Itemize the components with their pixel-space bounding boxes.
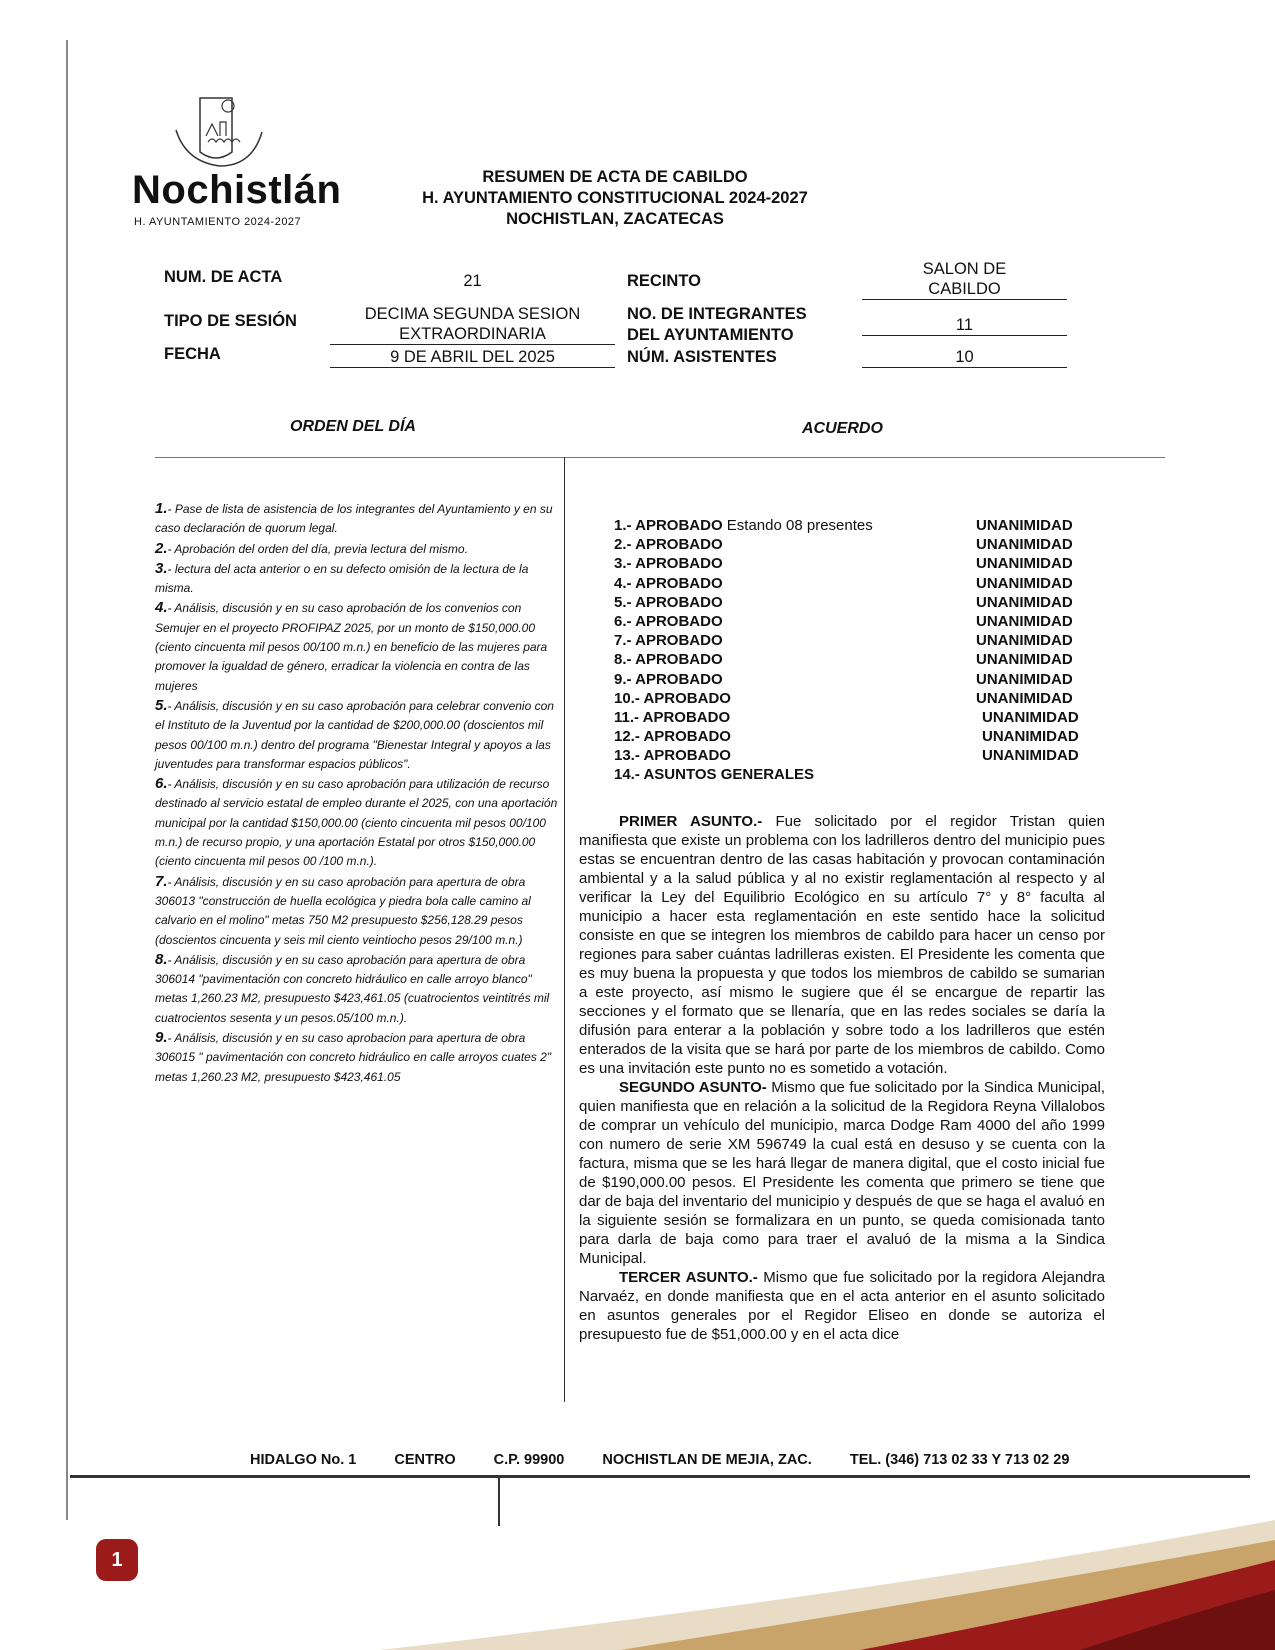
footer-tel: TEL. (346) 713 02 33 Y 713 02 29	[849, 1452, 1070, 1468]
asistentes-value: 10	[862, 348, 1067, 368]
vote-label	[614, 670, 723, 689]
logo-subtitle: H. AYUNTAMIENTO 2024-2027	[134, 216, 302, 228]
agenda-item	[155, 950, 560, 1028]
scan-edge-line	[66, 40, 68, 1520]
agenda-item-number: 3.	[155, 559, 168, 577]
vote-item: 8.- APROBADO	[614, 651, 723, 669]
agenda-item	[155, 598, 560, 695]
agenda-item	[155, 696, 560, 774]
vote-label	[614, 554, 723, 573]
agenda-item-number: 5.	[155, 696, 168, 714]
asuntos-generales-text	[579, 812, 1105, 1344]
vote-row	[614, 689, 1114, 708]
recinto-value-line-1: SALON DE	[922, 260, 1007, 278]
vote-result: UNANIMIDAD	[976, 593, 1073, 611]
vote-result: UNANIMIDAD	[976, 632, 1073, 650]
integrantes-label-line-1: NO. DE INTEGRANTES	[627, 305, 807, 323]
vote-item: 2.- APROBADO	[614, 536, 723, 554]
vote-item: 3.- APROBADO	[614, 555, 723, 573]
vote-item: 10.- APROBADO	[614, 689, 731, 707]
vote-result: UNANIMIDAD	[976, 536, 1073, 554]
vote-row	[614, 516, 1114, 535]
agenda-item-text: - Análisis, discusión y en su caso aprobación para apertura de obra 306013 "construcción de huella ecológica y piedra bola calle camino al calvario en el molino" metas 750 M2 presupuesto $256,128.29 pesos (doscientos cincuenta y seis mil ciento veintiocho pesos 29/100 m.n.)	[155, 874, 531, 947]
agenda-item-text: - Análisis, discusión y en su caso aprobación para utilización de recurso destinado al servicio estatal de empleo durante el 2025, con una aportación municipal por la cantidad $150,000.00 (ciento cincuenta mil pesos 00/100 m.n.) de recurso propio, y una aportación Estatal por otros $150,000.00 (ciento cincuenta mil pesos 00 /100 m.n.).	[155, 777, 558, 869]
vote-item: 14.- ASUNTOS GENERALES	[614, 766, 815, 784]
orden-del-dia-heading: ORDEN DEL DÍA	[290, 418, 416, 435]
vote-item: 12.- APROBADO	[614, 728, 731, 746]
asunto-paragraph	[579, 812, 1105, 1078]
vote-result: UNANIMIDAD	[976, 555, 1073, 573]
asunto-paragraph	[579, 1078, 1105, 1268]
page-number-badge: 1	[96, 1539, 138, 1581]
vote-label	[614, 593, 723, 612]
footer-area: CENTRO	[394, 1452, 456, 1468]
asunto-title: PRIMER ASUNTO.-	[619, 813, 763, 830]
recinto-value-line-2: CABILDO	[862, 279, 1067, 300]
document-header	[370, 167, 860, 230]
vote-row	[614, 631, 1114, 650]
vote-label	[614, 650, 723, 669]
vote-label	[614, 612, 723, 631]
header-line-2: H. AYUNTAMIENTO CONSTITUCIONAL 2024-2027	[422, 189, 808, 207]
vote-item: 9.- APROBADO	[614, 670, 723, 688]
vote-label	[614, 746, 731, 765]
tipo-sesion-label: TIPO DE SESIÓN	[164, 312, 297, 330]
vote-extra: Estando 08 presentes	[722, 517, 873, 534]
logo-name: Nochistlán	[132, 168, 342, 212]
agenda-item-text: - Análisis, discusión y en su caso aprobacion para apertura de obra 306015 " pavimentación con concreto hidráulico en calle arroyos cuates 2" metas 1,260.23 M2, presupuesto $423,461.05	[155, 1031, 552, 1084]
fecha-label: FECHA	[164, 345, 221, 363]
tipo-sesion-line-2: EXTRAORDINARIA	[330, 324, 615, 345]
votes-list	[614, 516, 1114, 785]
table-divider-vertical	[564, 457, 565, 1402]
vote-row	[614, 727, 1114, 746]
vote-label	[614, 631, 723, 650]
agenda-item-text: - Análisis, discusión y en su caso aprobación de los convenios con Semujer en el proyecto PROFIPAZ 2025, por un monto de $150,000.00 (ciento cincuenta mil pesos 00/100 m.n.) en beneficio de las mujeres para promover la igualdad de género, erradicar la violencia en contra de las mujeres	[155, 601, 548, 693]
asunto-paragraph	[579, 1268, 1105, 1344]
footer-cp: C.P. 99900	[493, 1452, 565, 1468]
vote-label	[614, 516, 873, 535]
vote-row	[614, 746, 1114, 765]
num-acta-value: 21	[463, 272, 482, 290]
agenda-item-text: - lectura del acta anterior o en su defecto omisión de la lectura de la misma.	[155, 561, 529, 596]
vote-result: UNANIMIDAD	[976, 689, 1073, 707]
vote-label	[614, 535, 723, 554]
agenda-item	[155, 872, 560, 950]
agenda-item-number: 1.	[155, 500, 168, 517]
agenda-item-number: 6.	[155, 775, 168, 793]
vote-row	[614, 612, 1114, 631]
footer-rule	[70, 1475, 1250, 1478]
vote-result: UNANIMIDAD	[976, 670, 1073, 688]
vote-row	[614, 708, 1114, 727]
fecha-value: 9 DE ABRIL DEL 2025	[330, 348, 615, 368]
agenda-item-text: - Análisis, discusión y en su caso aprobación para apertura de obra 306014 "pavimentación con concreto hidráulico en calle arroyo blanco" metas 1,260.23 M2, presupuesto $423,461.05 (cuatrocientos veintitrés mil cuatrocientos sesenta y un pesos.05/100 m.n.).	[155, 952, 550, 1025]
recinto-value	[862, 259, 1067, 300]
asunto-text: Fue solicitado por el regidor Tristan quien manifiesta que existe un problema con los ladrilleros dentro del municipio pues estas se encuentran dentro de las casas habitación y provocan contaminación ambiental y a la salud pública y al no existir reglamentación al respecto y al verificar la Ley del Equilibrio Ecológico en su artículo 7° y 8° faculta al municipio a hacer esta reglamentación en este sentido hace la solicitud consiste en que se integren los miembros de cabildo para hacer un censo por regiones para saber cuántas ladrilleras existen. El Presidente les comenta que es muy buena la propuesta y que todos los miembros de cabildo se sumarian a este proyecto, así mismo le sugiere que él se encargue de repartir las secciones y el formato que se llenaría, que en las redes sociales se daría la difusión para enterar a la población y sobre todo a los ladrilleros que estén enterados de la visita que se hará por parte de los miembros de cabildo. Como es una invitación este punto no es sometido a votación.	[579, 813, 1105, 1077]
vote-label	[614, 708, 730, 727]
agenda-item	[155, 559, 560, 599]
recinto-label: RECINTO	[627, 272, 701, 290]
vote-item: 4.- APROBADO	[614, 574, 723, 592]
agenda-item	[155, 499, 560, 539]
decorative-swoosh	[0, 1500, 1275, 1650]
vote-result: UNANIMIDAD	[976, 651, 1073, 669]
header-line-3: NOCHISTLAN, ZACATECAS	[506, 210, 724, 228]
vote-row	[614, 554, 1114, 573]
footer-city: NOCHISTLAN DE MEJIA, ZAC.	[602, 1452, 812, 1468]
agenda-item-text: - Aprobación del orden del día, previa lectura del mismo.	[167, 541, 468, 556]
vote-item: 1.- APROBADO	[614, 517, 723, 534]
agenda-item	[155, 539, 560, 559]
integrantes-label-line-2: DEL AYUNTAMIENTO	[627, 326, 794, 344]
vote-row	[614, 765, 1114, 784]
header-line-1: RESUMEN DE ACTA DE CABILDO	[482, 168, 748, 186]
agenda-item	[155, 1028, 560, 1087]
agenda-item	[155, 774, 560, 871]
vote-label	[614, 765, 814, 784]
integrantes-value: 11	[862, 316, 1067, 336]
vote-row	[614, 574, 1114, 593]
agenda-item-text: - Pase de lista de asistencia de los integrantes del Ayuntamiento y en su caso declaración de quorum legal.	[155, 502, 553, 536]
vote-result: UNANIMIDAD	[982, 708, 1079, 726]
integrantes-label	[627, 304, 807, 346]
vote-result: UNANIMIDAD	[976, 517, 1073, 534]
vote-row	[614, 593, 1114, 612]
vote-label	[614, 574, 723, 593]
tipo-sesion-line-1: DECIMA SEGUNDA SESION	[364, 305, 581, 323]
agenda-item-number: 7.	[155, 872, 168, 890]
asunto-title: SEGUNDO ASUNTO-	[619, 1079, 767, 1096]
vote-label	[614, 689, 731, 708]
agenda-item-text: - Análisis, discusión y en su caso aprobación para celebrar convenio con el Instituto de la Juventud por la cantidad de $200,000.00 (doscientos mil pesos 00/100 m.n.) dentro del programa "Bienestar Integral y apoyos a las juventudes para transformar espacios públicos".	[155, 698, 554, 771]
vote-item: 13.- APROBADO	[614, 747, 731, 765]
vote-result: UNANIMIDAD	[982, 728, 1079, 746]
agenda-item-number: 8.	[155, 950, 168, 968]
agenda-item-number: 2.	[155, 539, 168, 557]
vote-row	[614, 650, 1114, 669]
footer-street: HIDALGO No. 1	[250, 1452, 357, 1468]
vote-result: UNANIMIDAD	[982, 747, 1079, 765]
vote-item: 11.- APROBADO	[614, 708, 731, 726]
num-acta-label: NUM. DE ACTA	[164, 268, 283, 286]
tipo-sesion-value	[330, 304, 615, 345]
asunto-text: Mismo que fue solicitado por la regidora Alejandra Narvaéz, en donde manifiesta que en el acta anterior en el asunto solicitado en asuntos generales por el Regidor Eliseo en donde se autoriza el presupuesto fue de $51,000.00 y en el acta dice	[579, 1269, 1105, 1343]
asistentes-label: NÚM. ASISTENTES	[627, 348, 777, 366]
acuerdo-heading: ACUERDO	[802, 420, 883, 437]
asunto-text: Mismo que fue solicitado por la Sindica Municipal, quien manifiesta que en relación a la solicitud de la Regidora Reyna Villalobos de comprar un vehículo del municipio, marca Dodge Ram 4000 del año 1999 con numero de serie XM 596749 la cual está en desuso y se cuenta con la factura, misma que se les hará llegar de manera digital, que el costo inicial fue de $190,000.00 pesos. El Presidente les comenta que primero se tiene que dar de baja del inventario del municipio y después de que se haga el avaluó en la siguiente sesión se formalizara en un punto, se queda comisionada tanto para darla de baja como para traer el avaluó de la misma a la Sindica Municipal.	[579, 1079, 1106, 1267]
vote-item: 5.- APROBADO	[614, 593, 723, 611]
table-divider-horizontal	[155, 457, 1165, 458]
agenda-list	[155, 499, 560, 1087]
footer-address	[250, 1452, 1103, 1468]
agenda-item-number: 9.	[155, 1029, 168, 1047]
vote-row	[614, 670, 1114, 689]
vote-item: 7.- APROBADO	[614, 632, 723, 650]
agenda-item-number: 4.	[155, 599, 168, 617]
vote-result: UNANIMIDAD	[976, 612, 1073, 630]
vote-result: UNANIMIDAD	[976, 574, 1073, 592]
vote-row	[614, 535, 1114, 554]
asunto-title: TERCER ASUNTO.-	[619, 1269, 758, 1286]
vote-item: 6.- APROBADO	[614, 612, 723, 630]
vote-label	[614, 727, 731, 746]
